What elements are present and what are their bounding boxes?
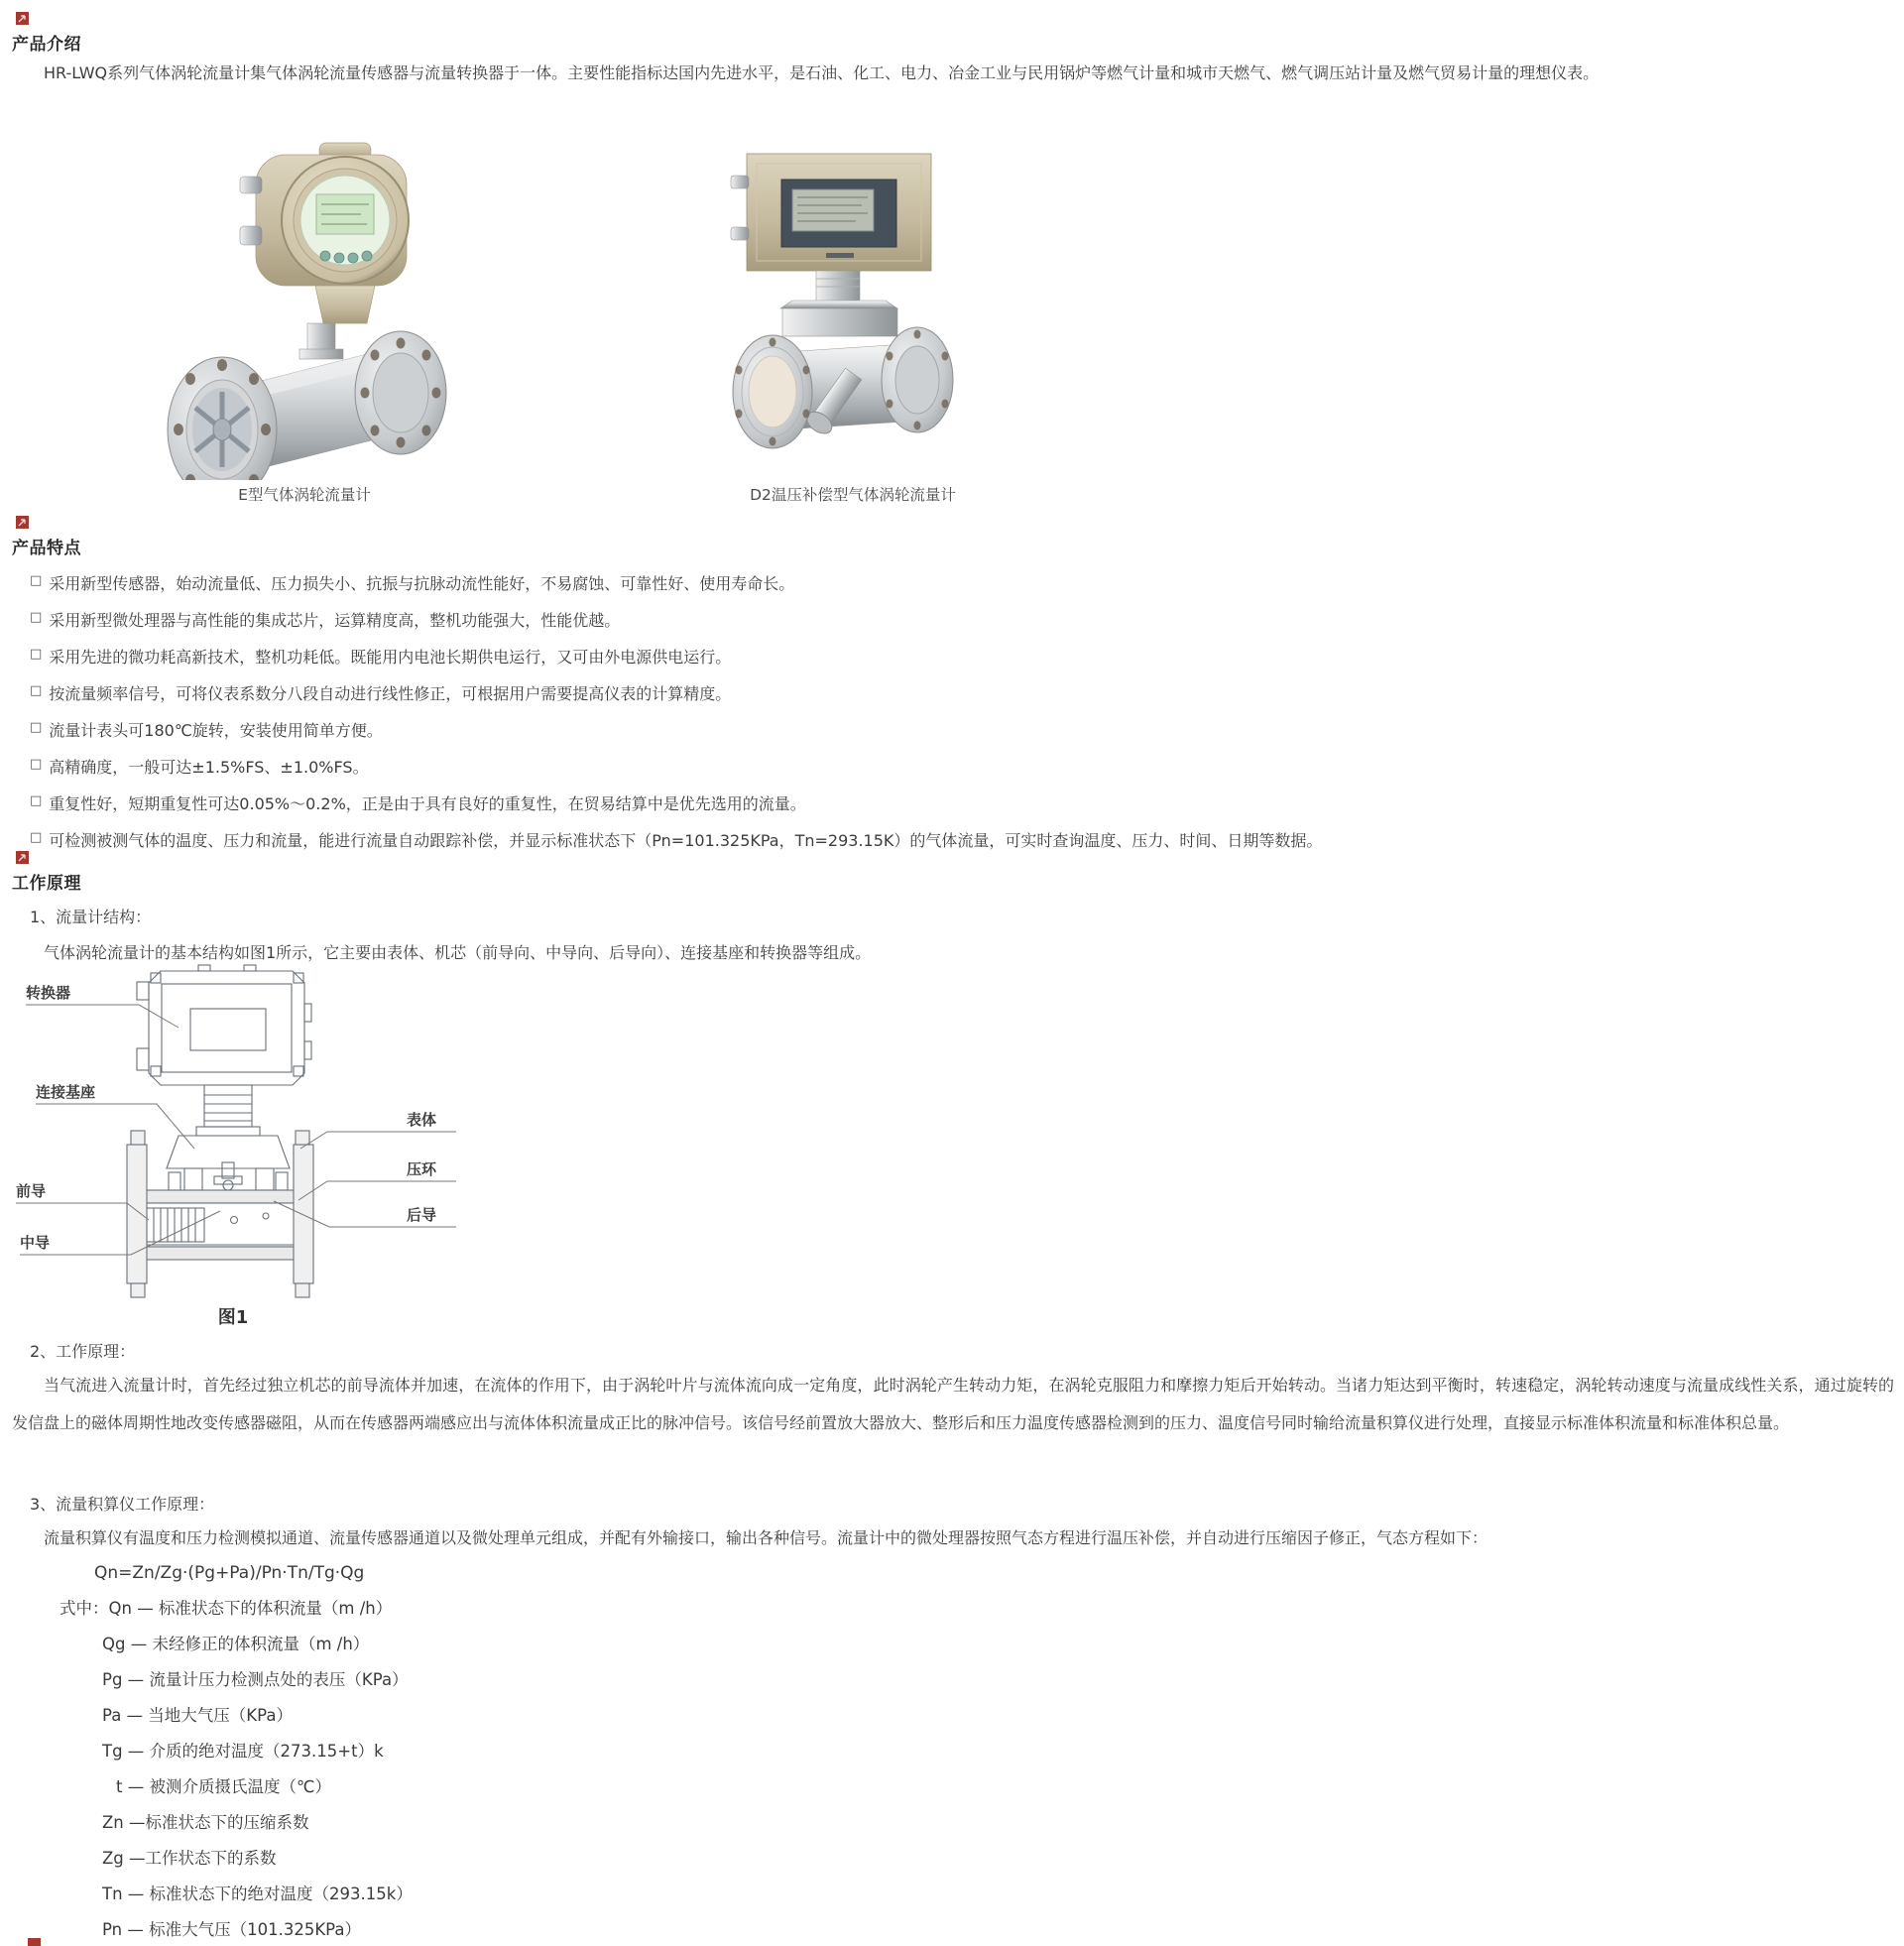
principle-heading: 工作原理 <box>12 874 81 894</box>
work-title: 2、工作原理： <box>30 1342 136 1361</box>
feature-text: 可检测被测气体的温度、压力和流量，能进行流量自动跟踪补偿，并显示标准状态下（Pn=101.325KPa，Tn=293.15K）的气体流量，可实时查询温度、压力、时间、日期等数据。 <box>49 831 1323 850</box>
totalizer-title: 3、流量积算仪工作原理： <box>30 1495 215 1514</box>
definition-line: Zg —工作状态下的系数 <box>102 1849 277 1868</box>
product-photo-e-type <box>151 127 458 484</box>
section-marker-icon <box>16 12 29 25</box>
feature-item <box>30 645 1884 681</box>
figure-label-body: 表体 <box>407 1111 437 1129</box>
structure-title: 1、流量计结构： <box>30 908 152 926</box>
features-list <box>30 571 1884 865</box>
square-bullet-icon: □ <box>30 720 43 735</box>
section-marker-icon <box>16 851 29 864</box>
structure-body: 气体涡轮流量计的基本结构如图1所示，它主要由表体、机芯（前导向、中导向、后导向）、连接基座和转换器等组成。 <box>44 943 872 962</box>
symbol-definitions <box>0 1597 1884 1946</box>
square-bullet-icon: □ <box>30 793 43 808</box>
feature-text: 采用先进的微功耗高新技术，整机功耗低。既能用内电池长期供电运行，又可由外电源供电运行。 <box>49 648 732 667</box>
definition-line: Pa — 当地大气压（KPa） <box>102 1706 293 1725</box>
feature-text: 重复性好，短期重复性可达0.05%～0.2%，正是由于具有良好的重复性，在贸易结算中是优先选用的流量。 <box>49 794 806 813</box>
work-body: 当气流进入流量计时，首先经过独立机芯的前导流体并加速，在流体的作用下，由于涡轮叶片与流体流向成一定角度，此时涡轮产生转动力矩，在涡轮克服阻力和摩擦力矩后开始转动。当诸力矩达到平衡时，转速稳定，涡轮转动速度与流量成线性关系，通过旋转的发信盘上的磁体周期性地改变传感器磁阻，从而在传感器两端感应出与流体体积流量成正比的脉冲信号。该信号经前置放大器放大、整形后和压力温度传感器检测到的压力、温度信号同时输给流量积算仪进行处理，直接显示标准体积流量和标准体积总量。 <box>12 1376 1894 1432</box>
red-arrow-icon <box>18 853 27 862</box>
feature-item <box>30 608 1884 645</box>
definition-line: Zn —标准状态下的压缩系数 <box>102 1813 309 1832</box>
definition-line: Pn — 标准大气压（101.325KPa） <box>102 1920 361 1939</box>
feature-item <box>30 571 1884 608</box>
red-arrow-icon <box>18 14 27 23</box>
square-bullet-icon: □ <box>30 830 43 845</box>
definition-line: t — 被测介质摄氏温度（℃） <box>116 1777 331 1796</box>
photo-caption-e-type: E型气体涡轮流量计 <box>238 486 371 504</box>
figure-1-diagram <box>0 964 476 1307</box>
feature-item <box>30 681 1884 718</box>
section-marker-icon <box>16 516 29 529</box>
figure-label-front-guide: 前导 <box>16 1182 47 1200</box>
feature-item <box>30 755 1884 791</box>
definition-line: 式中：Qn — 标准状态下的体积流量（m /h） <box>60 1599 393 1618</box>
totalizer-body: 流量积算仪有温度和压力检测模拟通道、流量传感器通道以及微处理单元组成，并配有外输接口，输出各种信号。流量计中的微处理器按照气态方程进行温压补偿，并自动进行压缩因子修正，气态方程如下： <box>44 1528 1488 1547</box>
definition-line: Tn — 标准状态下的绝对温度（293.15k） <box>102 1885 413 1903</box>
square-bullet-icon: □ <box>30 610 43 625</box>
figure-label-base: 连接基座 <box>36 1083 96 1101</box>
feature-item <box>30 828 1884 865</box>
intro-body: HR-LWQ系列气体涡轮流量计集气体涡轮流量传感器与流量转换器于一体。主要性能指标达国内先进水平，是石油、化工、电力、冶金工业与民用锅炉等燃气计量和城市天燃气、燃气调压站计量及燃气贸易计量的理想仪表。 <box>44 63 1600 82</box>
features-heading: 产品特点 <box>12 539 81 558</box>
feature-text: 按流量频率信号，可将仪表系数分八段自动进行线性修正，可根据用户需要提高仪表的计算精度。 <box>49 684 732 703</box>
figure-label-ring: 压环 <box>407 1160 437 1178</box>
figure-label-middle-guide: 中导 <box>20 1234 51 1252</box>
square-bullet-icon: □ <box>30 647 43 662</box>
figure-1-caption: 图1 <box>217 1307 249 1328</box>
gas-equation: Qn=Zn/Zg·(Pg+Pa)/Pn·Tn/Tg·Qg <box>94 1563 365 1583</box>
photo-caption-d2-type: D2温压补偿型气体涡轮流量计 <box>750 486 956 504</box>
feature-text: 采用新型传感器，始动流量低、压力损失小、抗振与抗脉动流性能好，不易腐蚀、可靠性好、使用寿命长。 <box>49 574 795 593</box>
square-bullet-icon: □ <box>30 573 43 588</box>
square-bullet-icon: □ <box>30 683 43 698</box>
feature-text: 采用新型微处理器与高性能的集成芯片，运算精度高，整机功能强大，性能优越。 <box>49 611 621 630</box>
definition-line: Qg — 未经修正的体积流量（m /h） <box>102 1635 370 1653</box>
figure-label-rear-guide: 后导 <box>407 1206 437 1224</box>
feature-item <box>30 718 1884 755</box>
product-photo-d2-type <box>727 132 955 481</box>
feature-text: 高精确度，一般可达±1.5%FS、±1.0%FS。 <box>49 758 369 777</box>
square-bullet-icon: □ <box>30 757 43 772</box>
feature-item <box>30 791 1884 828</box>
section-marker-icon-partial <box>28 1938 41 1946</box>
definition-line: Pg — 流量计压力检测点处的表压（KPa） <box>102 1670 409 1689</box>
definition-line: Tg — 介质的绝对温度（273.15+t）k <box>102 1742 384 1761</box>
intro-heading: 产品介绍 <box>12 35 81 55</box>
red-arrow-icon <box>18 518 27 527</box>
feature-text: 流量计表头可180℃旋转，安装使用简单方便。 <box>49 721 383 740</box>
figure-label-converter: 转换器 <box>26 984 71 1002</box>
